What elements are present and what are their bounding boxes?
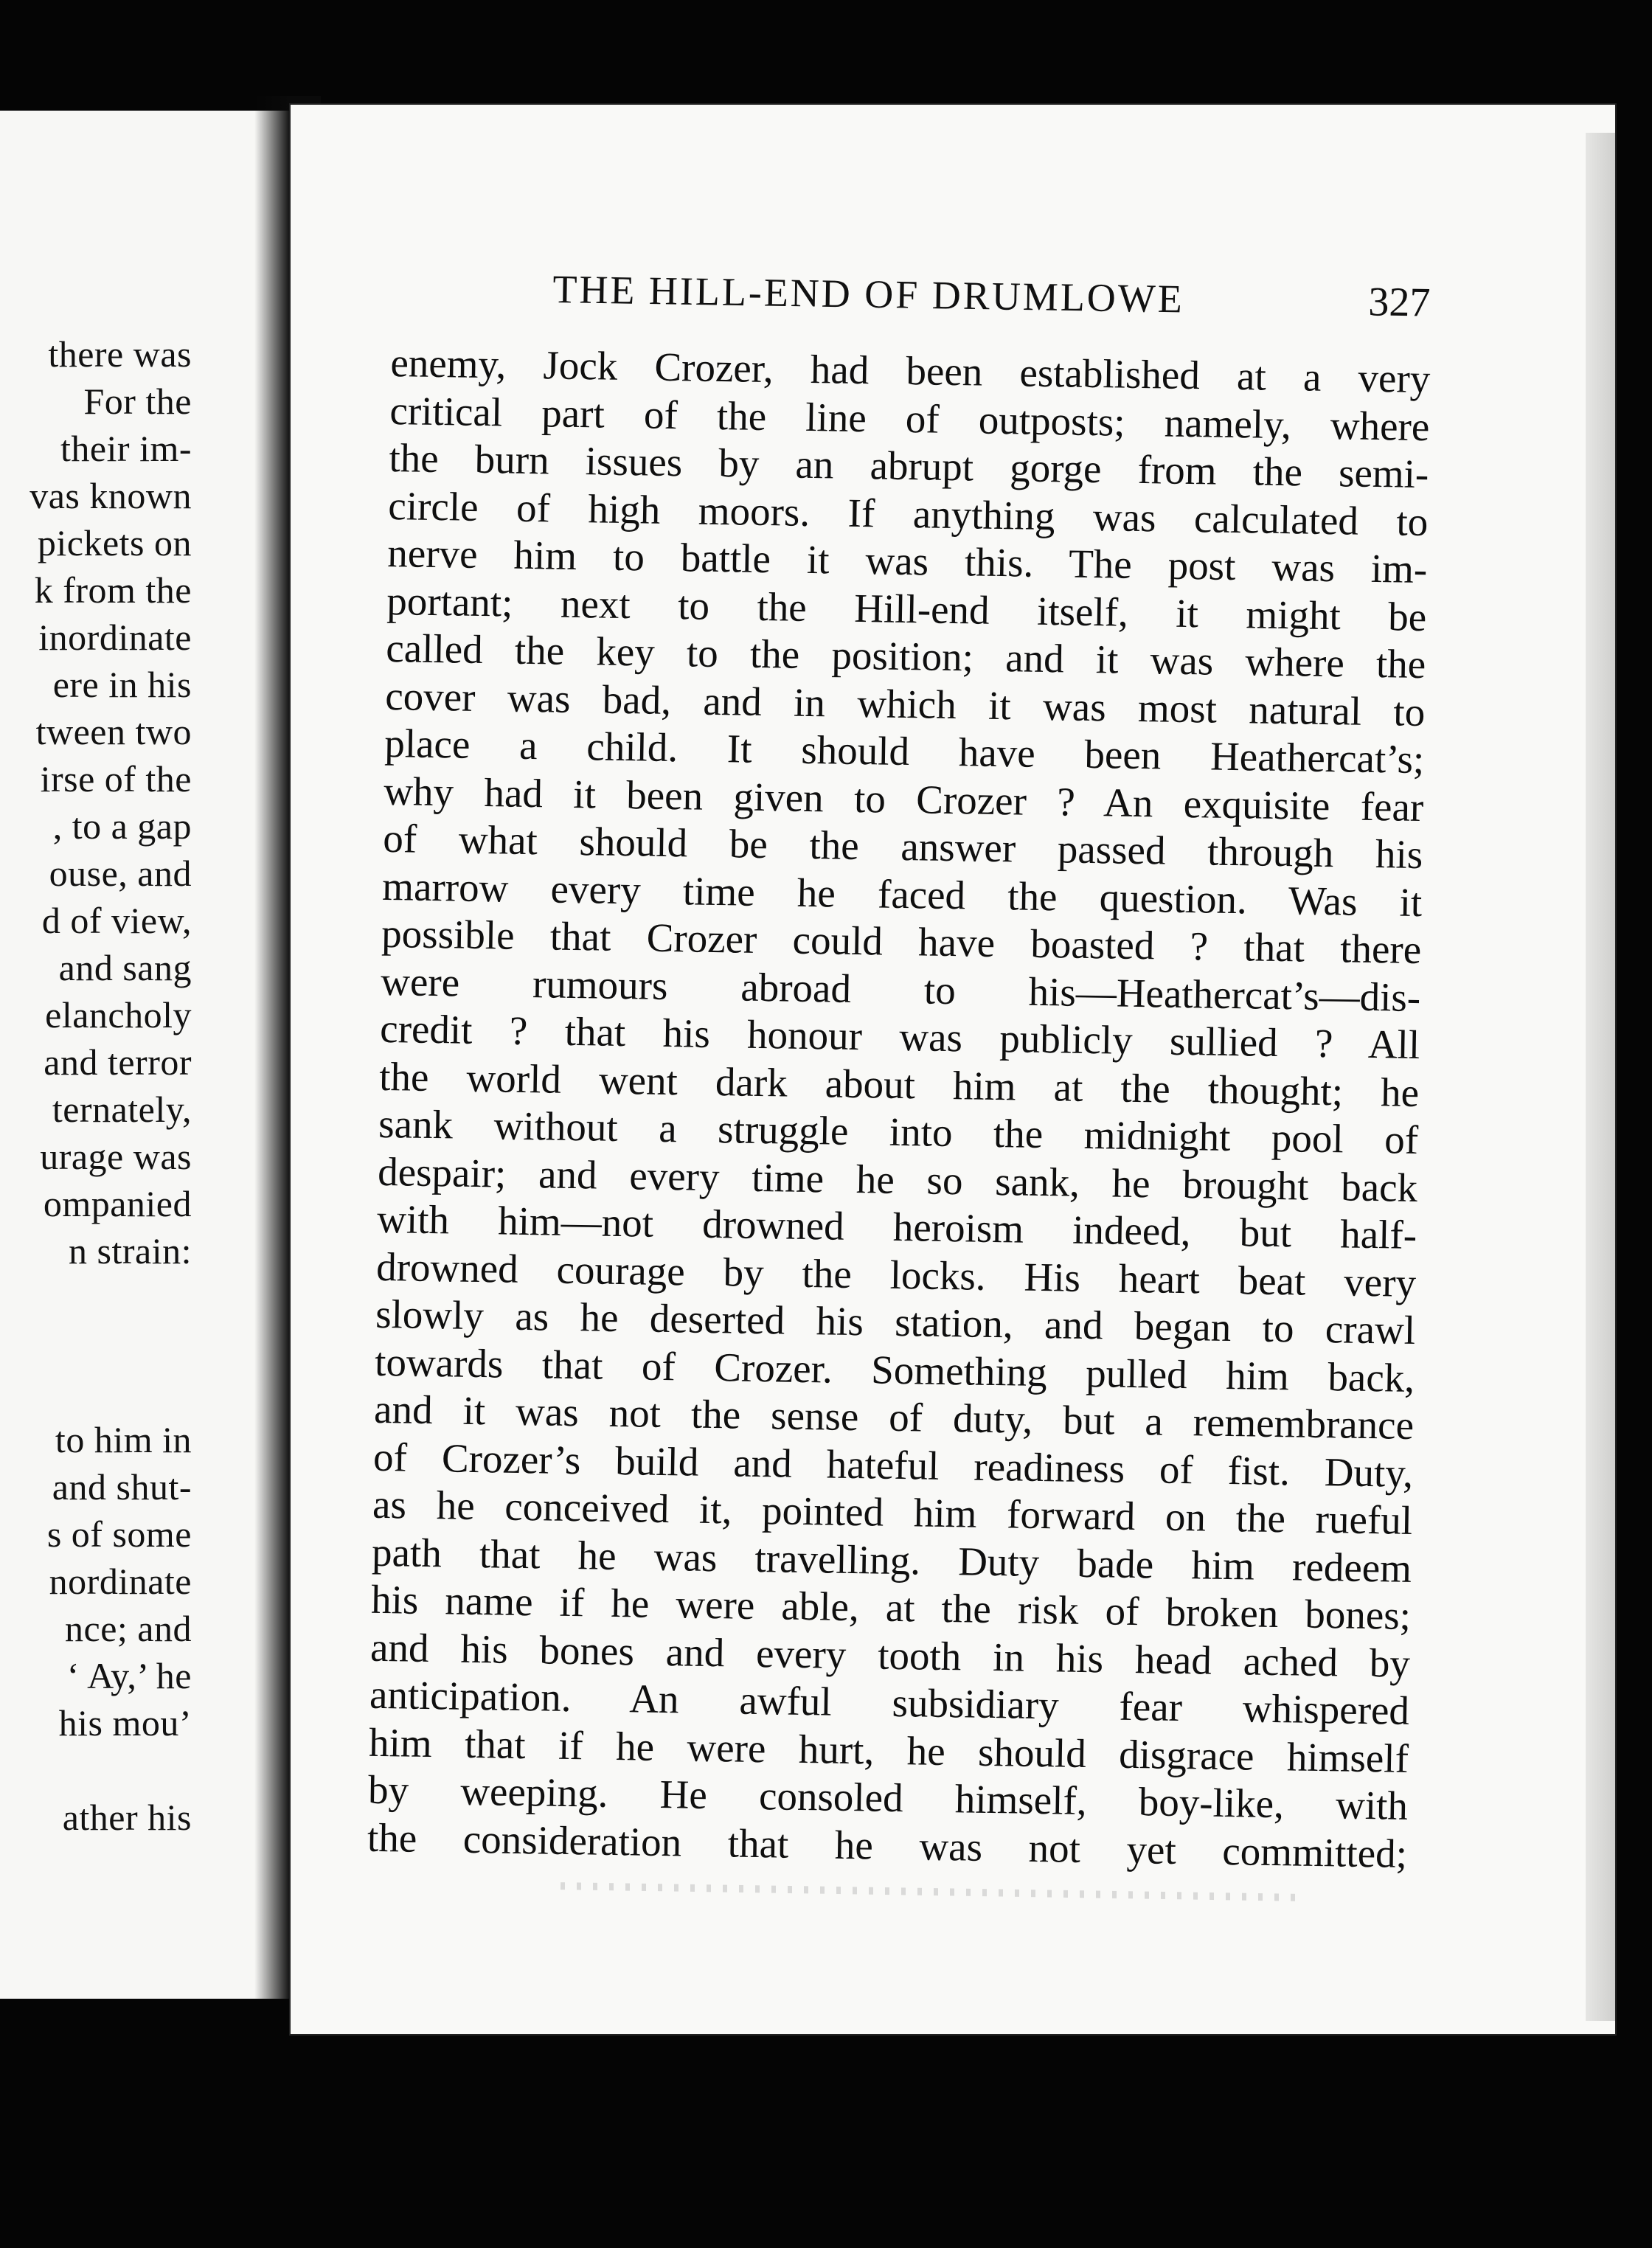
left-text-line: ouse, and <box>49 853 192 894</box>
left-text-line <box>0 1746 192 1794</box>
left-text-line: his mou’ <box>58 1702 192 1744</box>
left-text-line: ather his <box>62 1797 192 1838</box>
text-line: of Crozer’s build and hateful readiness of fist. Duty, <box>372 1434 1414 1496</box>
running-head: THE HILL-END OF DRUMLOWE <box>552 266 1185 322</box>
text-line: towards that of Crozer. Something pulled him back, <box>374 1339 1415 1401</box>
text-line: the consideration that he was not yet committed; <box>367 1814 1408 1876</box>
left-text-line: pickets on <box>37 522 192 563</box>
text-line: and it was not the sense of duty, but a remembrance <box>373 1386 1415 1448</box>
text-line: sank without a struggle into the midnight pool of <box>378 1100 1419 1163</box>
left-text-line: inordinate <box>38 617 192 658</box>
text-line: with him—not drowned heroism indeed, but half- <box>376 1196 1417 1257</box>
text-line: circle of high moors. If anything was calculated to <box>387 482 1429 544</box>
text-line: portant; next to the Hill-end itself, it might be <box>386 577 1427 639</box>
text-line: as he conceived it, pointed him forward on the rueful <box>372 1481 1413 1543</box>
text-line: by weeping. He consoled himself, boy-like, with <box>367 1766 1409 1828</box>
left-text-line: there was <box>48 333 192 375</box>
text-line: credit ? that his honour was publicly sullied ? All <box>379 1005 1420 1068</box>
text-line: and his bones and every tooth in his head ached by <box>369 1624 1411 1686</box>
text-line: place a child. It should have been Heathercat’s; <box>384 720 1425 783</box>
page-edge <box>1586 133 1615 2021</box>
text-line: nerve him to battle it was this. The post was im- <box>386 530 1428 592</box>
text-line: anticipation. An awful subsidiary fear whispered <box>369 1671 1410 1733</box>
text-line: despair; and every time he so sank, he brought back <box>377 1148 1418 1210</box>
text-line: called the key to the position; and it was where the <box>385 625 1426 687</box>
left-text-line <box>0 1322 192 1369</box>
left-text-line: n strain: <box>69 1230 192 1272</box>
left-text-line: and terror <box>44 1041 192 1083</box>
text-line: the burn issues by an abrupt gorge from the semi- <box>388 434 1429 497</box>
left-text-line: ternately, <box>52 1089 192 1130</box>
left-text-line: nordinate <box>49 1561 192 1602</box>
left-text-line: For the <box>83 381 192 422</box>
left-page-text <box>0 330 192 1841</box>
left-text-line: and shut- <box>52 1466 192 1508</box>
left-text-line: , to a gap <box>52 805 192 847</box>
text-line: why had it been given to Crozer ? An exquisite fear <box>383 768 1424 830</box>
left-text-line: ere in his <box>52 664 192 705</box>
text-line: his name if he were able, at the risk of broken bones; <box>370 1576 1412 1638</box>
text-line: path that he was travelling. Duty bade him redeem <box>371 1529 1412 1591</box>
left-text-line: s of some <box>46 1513 192 1555</box>
text-line: drowned courage by the locks. His heart beat very <box>375 1243 1417 1305</box>
text-line: possible that Crozer could have boasted ? that there <box>381 910 1422 973</box>
left-text-line: nce; and <box>65 1608 192 1649</box>
left-text-line: ompanied <box>43 1183 192 1224</box>
left-text-line: their im- <box>60 428 192 469</box>
left-text-line <box>0 1369 192 1416</box>
text-line: slowly as he deserted his station, and began to crawl <box>375 1291 1416 1353</box>
text-line: of what should be the answer passed through his <box>382 815 1423 878</box>
body-text <box>367 339 1431 1878</box>
left-text-line: d of view, <box>41 900 192 941</box>
left-text-line: irse of the <box>40 758 192 799</box>
left-text-line: vas known <box>30 475 192 516</box>
left-text-line: elancholy <box>45 994 192 1035</box>
text-line: him that if he were hurt, he should disgrace himself <box>368 1719 1409 1781</box>
left-text-line: and sang <box>58 947 192 988</box>
left-text-line <box>0 1274 192 1322</box>
page-number: 327 <box>1367 279 1431 326</box>
text-line: the world went dark about him at the thought; he <box>378 1053 1420 1115</box>
text-line: were rumours abroad to his—Heathercat’s—dis- <box>380 958 1421 1020</box>
left-text-line: to him in <box>55 1419 192 1460</box>
left-text-line: k from the <box>34 569 192 611</box>
left-text-line: tween two <box>35 711 192 752</box>
left-text-line: ‘ Ay,’ he <box>66 1655 192 1696</box>
left-text-line: urage was <box>40 1136 192 1177</box>
text-line: cover was bad, and in which it was most natural to <box>384 673 1426 735</box>
text-line: enemy, Jock Crozer, had been established at a very <box>390 339 1431 402</box>
text-line: marrow every time he faced the question. Was it <box>381 863 1423 925</box>
text-line: critical part of the line of outposts; namely, where <box>389 387 1430 449</box>
